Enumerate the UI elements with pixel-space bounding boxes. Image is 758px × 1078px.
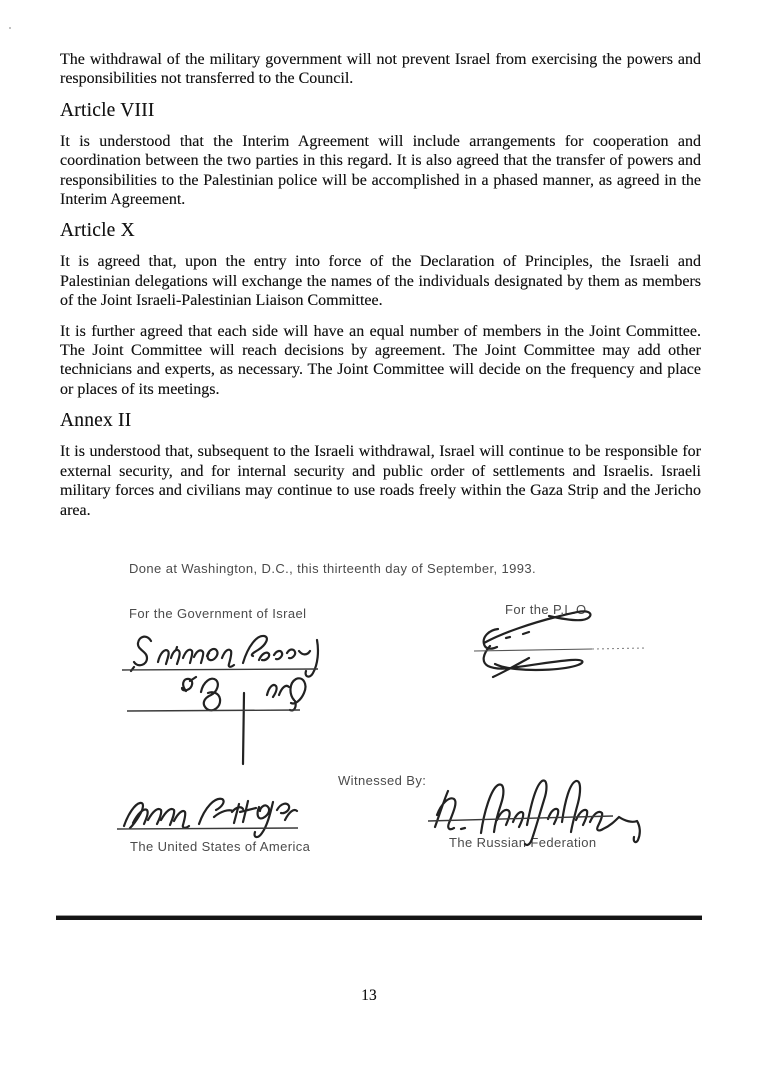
plo-signature-line-faint <box>592 648 646 649</box>
warren-christopher-signature-icon <box>124 799 297 837</box>
paragraph-annex-ii: It is understood that, subsequent to the Israeli withdrawal, Israel will continue to be responsible for external security, and for internal security and public order of settlements and Israelis. Israeli military forces and civilians may continue to use roads freely within the Gaza Strip and the Jericho area. <box>60 443 701 519</box>
paragraph-article-vii-continued: The withdrawal of the military government will not prevent Israel from exercising the powers and responsibilities not transferred to the Council. <box>60 51 701 88</box>
russia-signature-line <box>428 816 613 821</box>
heading-article-x: Article X <box>60 220 135 242</box>
russia-signatory-label: The Russian Federation <box>449 835 597 850</box>
paragraph-article-viii: It is understood that the Interim Agreement will include arrangements for cooperation and coordination between the two parties in this regard. It is also agreed that the transfer of powers and responsibilities to the Palestinian police will be accomplished in a phased manner, as agreed in the Interim Agreement. <box>60 132 701 209</box>
execution-clause: Done at Washington, D.C., this thirteenth day of September, 1993. <box>129 561 537 576</box>
usa-signature-line <box>117 828 298 829</box>
paragraph-article-x-2: It is further agreed that each side will have an equal number of members in the Joint Committee. The Joint Committee will reach decisions by agreement. The Joint Committee may add other technicians and experts, as necessary. The Joint Committee will decide on the frequency and place or places of its meetings. <box>60 322 701 398</box>
plo-signature-line <box>474 649 592 651</box>
heading-annex-ii: Annex II <box>60 410 132 432</box>
scan-speck <box>9 27 11 29</box>
hebrew-signature-icon <box>182 677 305 764</box>
paragraph-article-x-1: It is agreed that, upon the entry into force of the Declaration of Principles, the Israeli and Palestinian delegations will exchange the names of the individuals designated by them as members of the Joint Israeli-Palestinian Liaison Committee. <box>60 253 701 310</box>
heading-article-viii: Article VIII <box>60 99 155 121</box>
plo-signature-icon <box>484 611 591 677</box>
plo-signatory-label: For the P.L.O <box>505 602 587 617</box>
israel-signature-line-1 <box>122 669 318 670</box>
israel-signatory-label: For the Government of Israel <box>129 606 307 621</box>
witnessed-by-label: Witnessed By: <box>338 773 427 788</box>
footer-rule <box>56 916 702 920</box>
document-body <box>60 50 701 531</box>
shimon-peres-signature-icon <box>131 636 318 677</box>
israel-signature-line-2 <box>127 710 300 711</box>
page-number: 13 <box>361 987 377 1004</box>
usa-signatory-label: The United States of America <box>130 839 311 854</box>
